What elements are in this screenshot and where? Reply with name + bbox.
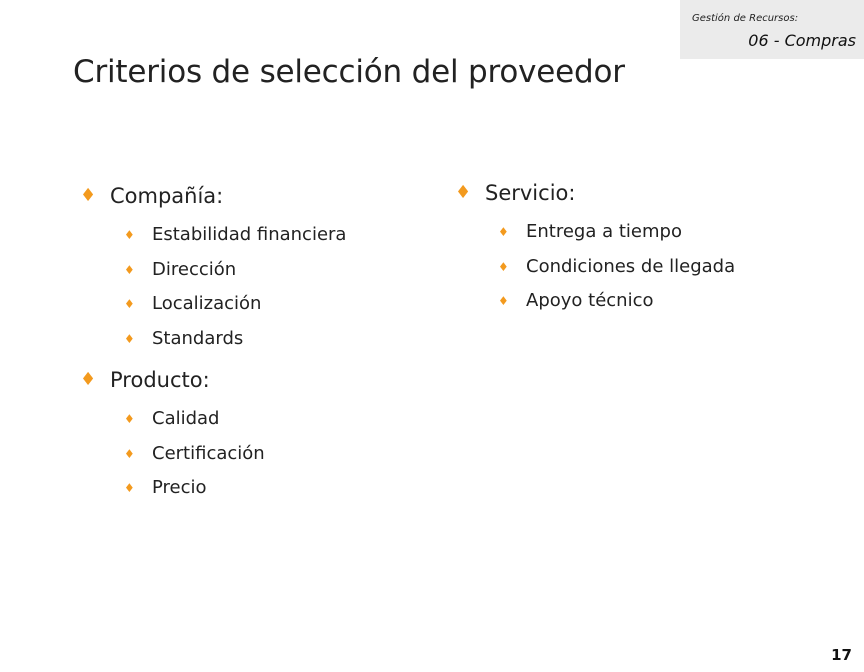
bullet-service [455, 177, 735, 209]
sub-bullet [80, 437, 346, 472]
sub-bullet-label: Calidad [152, 408, 220, 429]
sub-bullet [80, 253, 346, 288]
bullet-company [80, 180, 346, 212]
bullet-label: Servicio: [485, 181, 576, 205]
sub-bullet-label: Certificación [152, 442, 265, 464]
sub-bullet [455, 284, 735, 319]
diamond-bullet-icon: ♦ [124, 297, 135, 311]
diamond-bullet-icon: ♦ [498, 225, 509, 239]
diamond-bullet-icon: ♦ [80, 185, 97, 206]
diamond-bullet-icon: ♦ [124, 262, 135, 277]
right-column [455, 177, 735, 319]
sub-bullet [80, 287, 346, 322]
header-box [680, 0, 864, 59]
diamond-bullet-icon: ♦ [80, 369, 97, 390]
sub-bullet-label: Condiciones de llegada [526, 255, 736, 277]
header-module: 06 - Compras [748, 31, 856, 50]
diamond-bullet-icon: ♦ [124, 412, 135, 426]
sub-bullet-label: Standards [152, 327, 244, 349]
diamond-bullet-icon: ♦ [124, 331, 135, 346]
sub-bullet-label: Estabilidad financiera [152, 224, 347, 245]
diamond-bullet-icon: ♦ [124, 481, 135, 495]
header-subject: Gestión de Recursos: [692, 13, 799, 24]
page-number: 17 [831, 646, 852, 664]
bullet-label: Producto: [110, 368, 210, 392]
diamond-bullet-icon: ♦ [455, 182, 472, 203]
sub-bullet-label: Localización [152, 293, 262, 314]
sub-bullet-label: Entrega a tiempo [526, 221, 682, 242]
sub-bullet [455, 250, 735, 285]
sub-bullet [80, 218, 346, 253]
diamond-bullet-icon: ♦ [124, 228, 135, 242]
sub-bullet-label: Dirección [152, 258, 237, 280]
diamond-bullet-icon: ♦ [498, 294, 509, 308]
sub-bullet [80, 471, 346, 506]
bullet-label: Compañía: [110, 184, 224, 208]
diamond-bullet-icon: ♦ [498, 259, 509, 274]
sub-bullet-label: Precio [152, 477, 207, 498]
diamond-bullet-icon: ♦ [124, 446, 135, 461]
sub-bullet-label: Apoyo técnico [526, 290, 654, 311]
sub-bullet [80, 402, 346, 437]
sub-bullet [80, 322, 346, 357]
bullet-product [80, 364, 346, 396]
sub-bullet [455, 215, 735, 250]
left-column [80, 180, 346, 506]
slide-title: Criterios de selección del proveedor [73, 54, 625, 90]
